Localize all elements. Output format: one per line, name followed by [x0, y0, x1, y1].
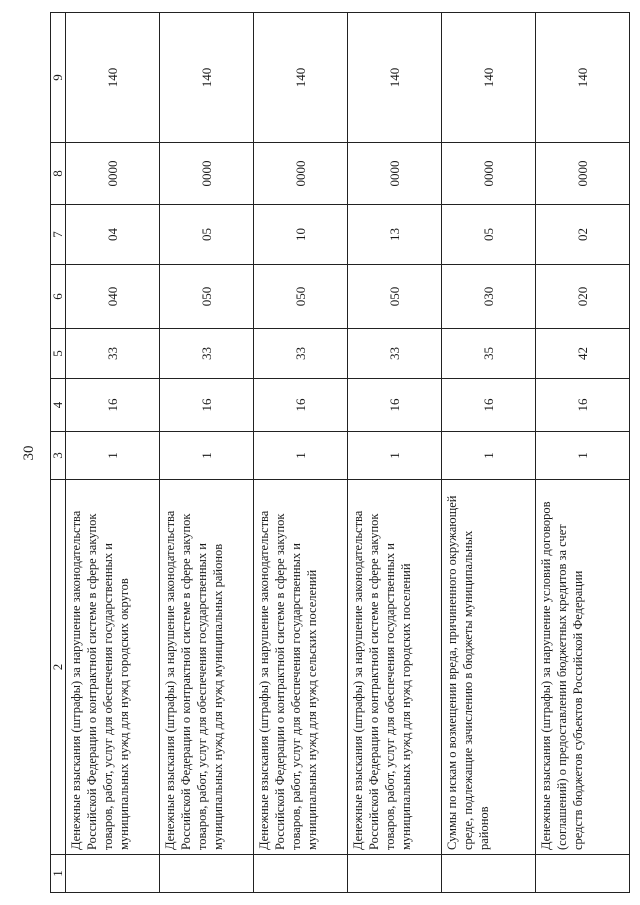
- column-header: 1: [51, 855, 66, 893]
- code-cell: 16: [348, 379, 442, 432]
- row-number-cell: [536, 855, 630, 893]
- code-cell: 33: [254, 329, 348, 379]
- code-cell: 1: [66, 432, 160, 480]
- code-cell: 050: [348, 265, 442, 329]
- code-cell: 33: [160, 329, 254, 379]
- description-cell: Денежные взыскания (штрафы) за нарушение условий договоров (соглашений) о предоставлении бюджетных кредитов за счет средств бюджетов субъектов Российской Федерации: [536, 480, 630, 855]
- code-cell: 140: [442, 13, 536, 143]
- code-cell: 140: [348, 13, 442, 143]
- column-header: 5: [51, 329, 66, 379]
- code-cell: 140: [254, 13, 348, 143]
- code-cell: 1: [536, 432, 630, 480]
- header-row: [51, 13, 66, 893]
- table-row: [536, 13, 630, 893]
- code-cell: 050: [254, 265, 348, 329]
- code-cell: 030: [442, 265, 536, 329]
- code-cell: 1: [254, 432, 348, 480]
- code-cell: 140: [536, 13, 630, 143]
- code-cell: 0000: [160, 143, 254, 205]
- code-cell: 0000: [536, 143, 630, 205]
- column-header: 2: [51, 480, 66, 855]
- code-cell: 10: [254, 205, 348, 265]
- description-cell: Суммы по искам о возмещении вреда, причиненного окружающей среде, подлежащие зачислению в бюджеты муниципальных районов: [442, 480, 536, 855]
- column-header: 7: [51, 205, 66, 265]
- code-cell: 42: [536, 329, 630, 379]
- code-cell: 16: [66, 379, 160, 432]
- table-row: [66, 13, 160, 893]
- code-cell: 16: [160, 379, 254, 432]
- code-cell: 16: [536, 379, 630, 432]
- description-cell: Денежные взыскания (штрафы) за нарушение законодательства Российской Федерации о контрактной системе в сфере закупок товаров, работ, услуг для обеспечения государственных и муниципальных нужд для нужд городских поселений: [348, 480, 442, 855]
- row-number-cell: [254, 855, 348, 893]
- code-cell: 33: [348, 329, 442, 379]
- table-row: [348, 13, 442, 893]
- code-cell: 1: [442, 432, 536, 480]
- code-cell: 0000: [66, 143, 160, 205]
- code-cell: 16: [254, 379, 348, 432]
- code-cell: 1: [160, 432, 254, 480]
- table-row: [160, 13, 254, 893]
- code-cell: 35: [442, 329, 536, 379]
- table-row: [254, 13, 348, 893]
- code-cell: 16: [442, 379, 536, 432]
- code-cell: 140: [66, 13, 160, 143]
- code-cell: 13: [348, 205, 442, 265]
- column-header: 3: [51, 432, 66, 480]
- page-number: 30: [21, 445, 37, 461]
- row-number-cell: [442, 855, 536, 893]
- code-cell: 05: [160, 205, 254, 265]
- rotated-landscape-content: [10, 13, 630, 893]
- budget-classification-table: [50, 12, 630, 893]
- code-cell: 05: [442, 205, 536, 265]
- column-header: 6: [51, 265, 66, 329]
- code-cell: 02: [536, 205, 630, 265]
- column-header: 8: [51, 143, 66, 205]
- table-row: [442, 13, 536, 893]
- code-cell: 0000: [442, 143, 536, 205]
- row-number-cell: [66, 855, 160, 893]
- description-cell: Денежные взыскания (штрафы) за нарушение законодательства Российской Федерации о контрактной системе в сфере закупок товаров, работ, услуг для обеспечения государственных и муниципальных нужд для нужд муниципальных районов: [160, 480, 254, 855]
- description-cell: Денежные взыскания (штрафы) за нарушение законодательства Российской Федерации о контрактной системе в сфере закупок товаров, работ, услуг для обеспечения государственных и муниципальных нужд для нужд сельских поселений: [254, 480, 348, 855]
- row-number-cell: [160, 855, 254, 893]
- code-cell: 04: [66, 205, 160, 265]
- column-header: 4: [51, 379, 66, 432]
- code-cell: 040: [66, 265, 160, 329]
- description-cell: Денежные взыскания (штрафы) за нарушение законодательства Российской Федерации о контрактной системе в сфере закупок товаров, работ, услуг для обеспечения государственных и муниципальных нужд для нужд городских округов: [66, 480, 160, 855]
- row-number-cell: [348, 855, 442, 893]
- code-cell: 020: [536, 265, 630, 329]
- code-cell: 050: [160, 265, 254, 329]
- code-cell: 33: [66, 329, 160, 379]
- code-cell: 1: [348, 432, 442, 480]
- code-cell: 0000: [254, 143, 348, 205]
- code-cell: 140: [160, 13, 254, 143]
- column-header: 9: [51, 13, 66, 143]
- code-cell: 0000: [348, 143, 442, 205]
